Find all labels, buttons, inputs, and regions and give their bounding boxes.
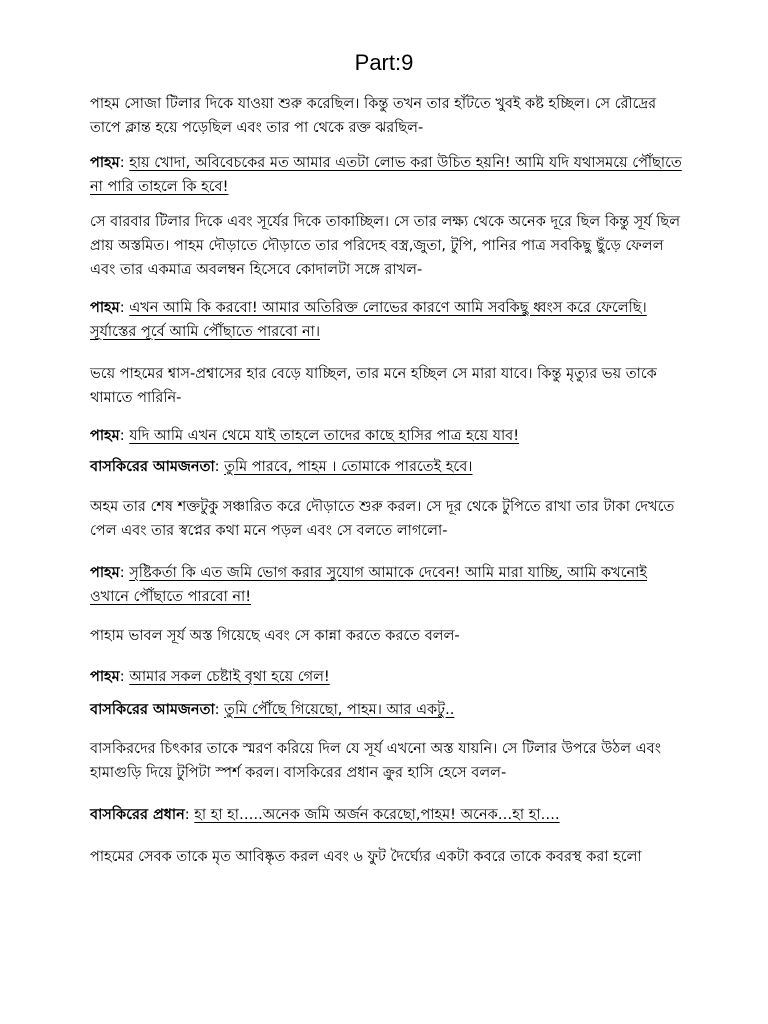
narration-paragraph xyxy=(90,845,682,869)
dialogue-paragraph xyxy=(90,455,682,479)
speaker-name: পাহম xyxy=(90,428,120,444)
speaker-separator: : xyxy=(119,300,125,316)
speaker-name: পাহম xyxy=(90,669,120,685)
narration-text: সে বারবার টিলার দিকে এবং সূর্যের দিকে তাকাচ্ছিল। সে তার লক্ষ্য থেকে অনেক দূরে ছিল কিন্তু সূর্য ছিল প্রায় অস্তমিত। পাহম দৌড়াতে দৌড়াতে তার পরিদেহ বস্ত্র,জুতা, টুপি, পানির পাত্র সবকিছু ছুঁড়ে ফেলল এবং তার একমাত্র অবলম্বন হিসেবে কোদালটা সঙ্গে রাখল- xyxy=(90,214,681,278)
narration-paragraph xyxy=(90,210,682,282)
narration-text: পাহম সোজা টিলার দিকে যাওয়া শুরু করেছিল। কিন্তু তখন তার হাঁটতে খুবই কষ্ট হচ্ছিল। সে রৌদ্রের তাপে ক্লান্ত হয়ে পড়েছিল এবং তার পা থেকে রক্ত ঝরছিল- xyxy=(90,96,657,136)
dialogue-paragraph xyxy=(90,296,682,344)
dialogue-text: হা হা হা…..অনেক জমি অর্জন করেছো,পাহম! অনেক…হা হা…. xyxy=(194,807,560,823)
speaker-separator: : xyxy=(214,459,220,475)
narration-text: অহম তার শেষ শক্তটুকু সঞ্চারিত করে দৌড়াতে শুরু করল। সে দূর থেকে টুপিতে রাখা তার টাকা দেখতে পেল এবং তার স্বপ্নের কথা মনে পড়ল এবং সে বলতে লাগলো- xyxy=(90,499,675,539)
speaker-separator: : xyxy=(119,428,125,444)
speaker-separator: : xyxy=(119,669,125,685)
narration-paragraph xyxy=(90,624,682,648)
speaker-separator: : xyxy=(184,807,190,823)
page-title: Part:9 xyxy=(354,50,414,75)
narration-paragraph xyxy=(90,362,682,410)
narration-text: বাসকিরদের চিৎকার তাকে স্মরণ করিয়ে দিল যে সূর্য এখনো অস্ত যায়নি। সে টিলার উপরে উঠল এবং হামাগুড়ি দিয়ে টুপিটা স্পর্শ করল। বাসকিরের প্রধান ক্রুর হাসি হেসে বলল- xyxy=(90,741,661,781)
narration-text: পাহমের সেবক তাকে মৃত আবিষ্কৃত করল এবং ৬ ফুট দৈর্ঘ্যের একটা কবরে তাকে কবরস্থ করা হলো xyxy=(90,849,642,865)
dialogue-text: তুমি পারবে, পাহম । তোমাকে পারতেই হবে। xyxy=(224,459,473,475)
dialogue-text: যদি আমি এখন থেমে যাই তাহলে তাদের কাছে হাসির পাত্র হয়ে যাব! xyxy=(129,428,520,444)
dialogue-text: তুমি পৌঁছে গিয়েছো, পাহম। আর একটু.. xyxy=(224,702,455,718)
dialogue-text: এখন আমি কি করবো! আমার অতিরিক্ত লোভের কারণে আমি সবকিছু ধ্বংস করে ফেলেছি। সূর্যাস্তের পূর্বে আমি পৌঁছাতে পারবো না। xyxy=(90,300,647,340)
dialogue-paragraph xyxy=(90,424,682,448)
speaker-name: পাহম xyxy=(90,565,120,581)
narration-paragraph xyxy=(90,737,682,785)
narration-paragraph xyxy=(90,92,682,140)
speaker-name: পাহম xyxy=(90,300,120,316)
speaker-name: বাসকিরের প্রধান xyxy=(90,807,185,823)
speaker-name: পাহম xyxy=(90,155,120,171)
dialogue-text: আমার সকল চেষ্টাই বৃথা হয়ে গেল! xyxy=(129,669,330,685)
dialogue-text: হায় খোদা, অবিবেচকের মত আমার এতটা লোভ করা উচিত হয়নি! আমি যদি যথাসময়ে পৌঁছাতে না পারি তাহলে কি হবে! xyxy=(90,155,682,195)
speaker-separator: : xyxy=(214,702,220,718)
speaker-separator: : xyxy=(119,565,125,581)
narration-text: ভয়ে পাহমের শ্বাস-প্রশ্বাসের হার বেড়ে যাচ্ছিল, তার মনে হচ্ছিল সে মারা যাবে। কিন্তু মৃত্যুর ভয় তাকে থামাতে পারিনি- xyxy=(90,366,657,406)
narration-text: পাহাম ভাবল সূর্য অস্ত গিয়েছে এবং সে কান্না করতে করতে বলল- xyxy=(90,628,460,644)
speaker-separator: : xyxy=(119,155,125,171)
dialogue-text: সৃষ্টিকর্তা কি এত জমি ভোগ করার সুযোগ আমাকে দেবেন! আমি মারা যাচ্ছি, আমি কখনোই ওখানে পৌঁছাতে পারবো না! xyxy=(90,565,647,605)
dialogue-paragraph xyxy=(90,698,682,722)
dialogue-paragraph xyxy=(90,151,682,199)
dialogue-paragraph xyxy=(90,665,682,689)
speaker-name: বাসকিরের আমজনতা xyxy=(90,459,215,475)
dialogue-paragraph xyxy=(90,803,682,827)
speaker-name: বাসকিরের আমজনতা xyxy=(90,702,215,718)
narration-paragraph xyxy=(90,495,682,543)
dialogue-paragraph xyxy=(90,561,682,609)
